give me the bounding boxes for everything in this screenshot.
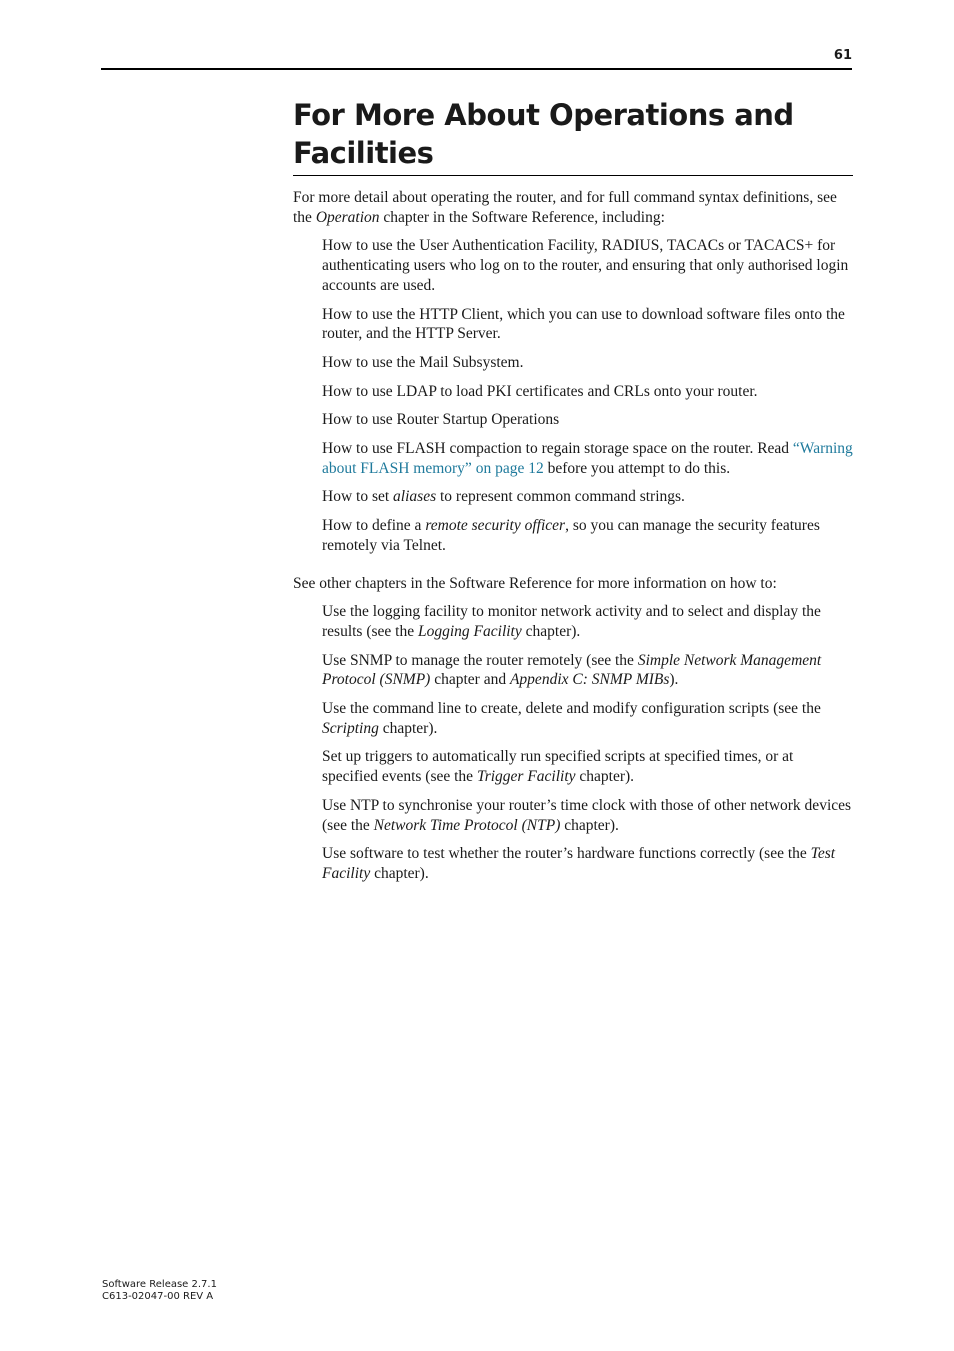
chapter-ref: Logging Facility xyxy=(417,622,522,640)
other-chapters-list xyxy=(322,602,853,883)
aliases-term: aliases xyxy=(393,488,437,506)
list-item-text: chapter). xyxy=(378,719,438,737)
list-item xyxy=(322,602,853,641)
list-item: How to use Router Startup Operations xyxy=(322,411,560,429)
list-item-text: Use the command line to create, delete and modify configuration scripts (see the xyxy=(322,700,821,718)
intro-paragraph xyxy=(293,188,853,227)
list-item-text: chapter and xyxy=(430,671,510,689)
page-footer xyxy=(102,1279,217,1303)
list-item-text: chapter). xyxy=(560,816,619,834)
chapter-ref: Appendix C: SNMP MIBs xyxy=(509,671,670,689)
chapter-ref: Scripting xyxy=(322,719,379,737)
see-other-paragraph: See other chapters in the Software Reference for more information on how to: xyxy=(293,574,777,592)
chapter-ref: Network Time Protocol (NTP) xyxy=(373,816,561,834)
page-content xyxy=(293,96,853,884)
list-item-text: Use NTP to synchronise your router’s time clock with those of other network devices (see the xyxy=(322,796,852,834)
list-item xyxy=(322,796,853,835)
intro-text-end: chapter in the Software Reference, including: xyxy=(379,208,665,226)
list-item xyxy=(322,651,853,690)
chapter-ref: Simple Network Management Protocol (SNMP) xyxy=(322,651,822,689)
list-item-text: chapter). xyxy=(521,622,581,640)
list-item-text: Use software to test whether the router’s hardware functions correctly (see the xyxy=(322,845,811,863)
list-item-text: , so you can manage the security features remotely via Telnet. xyxy=(322,517,820,554)
list-item xyxy=(322,439,853,478)
list-item: How to use the Mail Subsystem. xyxy=(322,353,524,371)
list-item-text: Set up triggers to automatically run specified scripts at specified times, or at specified events (see the xyxy=(322,748,794,786)
list-item-text: How to set xyxy=(322,488,394,506)
footer-doc-id: C613-02047-00 REV A xyxy=(102,1291,214,1302)
list-item-text: Use the logging facility to monitor network activity and to select and display the results (see the xyxy=(322,603,821,640)
page-number: 61 xyxy=(833,48,852,63)
list-item xyxy=(322,699,853,738)
list-item xyxy=(322,487,853,507)
page-title: For More About Operations and Facilities xyxy=(293,96,853,176)
list-item-text: chapter). xyxy=(370,864,429,882)
list-item-text: to represent common command strings. xyxy=(436,488,685,506)
list-item-text: before you attempt to do this. xyxy=(543,459,731,477)
footer-release: Software Release 2.7.1 xyxy=(102,1279,217,1290)
list-item-text: ). xyxy=(669,671,679,689)
operations-list xyxy=(322,236,853,555)
list-item: How to use the HTTP Client, which you can use to download software files onto the router, and the HTTP Server. xyxy=(322,305,845,343)
chapter-ref: Trigger Facility xyxy=(476,768,576,786)
list-item-text: chapter). xyxy=(575,768,635,786)
list-item xyxy=(322,516,853,555)
list-item: How to use the User Authentication Facility, RADIUS, TACACs or TACACS+ for authenticating users who log on to the router, and ensuring that only authorised login accounts are used. xyxy=(322,237,849,294)
intro-operation-ref: Operation xyxy=(315,208,380,226)
list-item-text: Use SNMP to manage the router remotely (see the xyxy=(322,651,638,669)
intro-text: For more detail about operating the router, and for full command syntax definitions, see the xyxy=(293,189,837,226)
list-item-text: How to use FLASH compaction to regain storage space on the router. Read xyxy=(322,440,793,458)
list-item-text: How to define a xyxy=(322,517,426,535)
header-rule xyxy=(101,68,852,70)
list-item xyxy=(322,844,853,883)
chapter-ref: Test Facility xyxy=(322,845,836,882)
flash-warning-link[interactable]: “Warning about FLASH memory” on page 12 xyxy=(322,440,853,477)
list-item: How to use LDAP to load PKI certificates and CRLs onto your router. xyxy=(322,382,758,400)
remote-security-officer-term: remote security officer xyxy=(425,517,566,535)
list-item xyxy=(322,747,853,786)
